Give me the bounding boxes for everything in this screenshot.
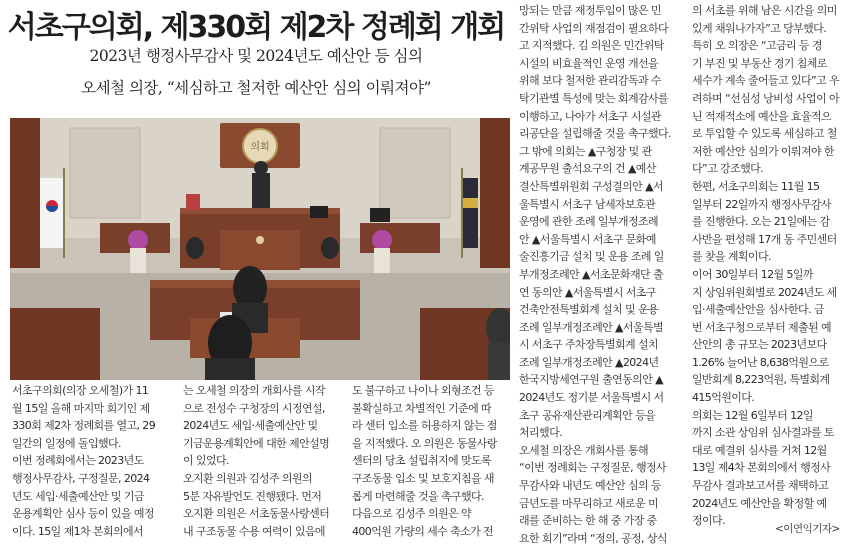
- text-line: 무감사와 내년도 예산안 심의 등: [519, 479, 661, 493]
- text-line: 래를 준비하는 한 해 중 가장 중: [519, 514, 657, 528]
- text-line: 대로 예결위 심사를 거쳐 12월: [692, 443, 827, 457]
- text-line: 330회 제2차 정례회를 열고, 29: [12, 419, 156, 433]
- text-line: 특히 오 의장은 “고금리 등 경: [692, 39, 822, 53]
- text-line: 의회는 12월 6일부터 12일: [692, 408, 813, 422]
- text-line: 이어 30일부터 12월 5일까: [692, 267, 813, 281]
- text-line: 있게 채워나가자”고 당부했다.: [692, 21, 827, 35]
- text-line: 로 투입할 수 있도록 세심하고 철: [692, 127, 837, 141]
- district-flag-icon: [462, 168, 478, 258]
- text-line: 월 15일 올해 마지막 회기인 제: [12, 401, 150, 415]
- text-line: 라 센터 입소를 허용하지 않는 점: [352, 419, 497, 433]
- text-line: 금년도를 마무리하고 새로운 미: [519, 496, 659, 510]
- article-column-3: [352, 382, 510, 540]
- text-line: 을 지적했다. 오 의원은 동물사랑: [352, 436, 497, 450]
- council-chamber-photo: [10, 118, 510, 380]
- text-line: 행정사무감사, 구정질문, 2024: [12, 471, 150, 485]
- text-line: 다”고 강조했다.: [692, 162, 764, 176]
- text-line: 400억원 가량의 세수 축소가 전: [352, 524, 494, 538]
- text-line: 망되는 만큼 재정투입이 많은 민: [519, 4, 661, 17]
- text-line: 센터의 당초 설립취지에 맞도록: [352, 454, 492, 468]
- text-line: 려하며 “선심성 낭비성 사업이 아: [692, 91, 840, 105]
- text-line: 년도 세입·세출예산안 및 기금: [12, 489, 144, 503]
- reporter-byline: <이연익기자>: [775, 523, 840, 535]
- text-line: 이번 정례회에서는 2023년도: [12, 454, 144, 468]
- text-line: 를 찾을 계획이다.: [692, 250, 771, 264]
- text-line: 도 불구하고 나이나 외형조건 등: [352, 384, 494, 397]
- text-line: 지 상임위원회별로 2024년도 세: [692, 285, 837, 299]
- text-line: 이행하고, 나아가 서초구 시설관: [519, 109, 661, 123]
- text-line: 처리했다.: [519, 426, 563, 440]
- text-line: 으로 전성수 구청장의 시정연설,: [183, 401, 325, 415]
- text-line: 시설의 비효율적인 운영 개선을: [519, 56, 659, 70]
- text-line: 한편, 서초구의회는 11월 15: [692, 179, 820, 193]
- article-column-4: [519, 2, 681, 547]
- text-line: 시 서초구 주차장특별회계 설치: [519, 338, 659, 352]
- text-line: 오지환 의원은 서초동물사랑센터: [183, 507, 330, 521]
- text-line: 다음으로 김성주 의원은 약: [352, 507, 471, 521]
- korean-flag-icon: [40, 168, 64, 258]
- text-line: 안 ▲서울특별시 서초구 문화예: [519, 232, 656, 246]
- text-line: “이번 정례회는 구정질문, 행정사: [519, 461, 667, 475]
- flower-pot-right-icon: [372, 230, 392, 274]
- article-headline: 서초구의회, 제330회 제2차 정례회 개회: [7, 10, 505, 45]
- text-line: 산안의 총 규모는 2023년보다: [692, 338, 827, 352]
- text-line: 결산특별위원회 구성결의안 ▲서: [519, 179, 663, 193]
- text-line: 술진흥기금 설치 및 운용 조례 일: [519, 250, 664, 264]
- text-line: 는 오세철 의장의 개회사를 시작: [183, 384, 325, 397]
- text-line: 조례 일부개정조례안 ▲서울특별: [519, 320, 663, 334]
- text-line: 일간의 일정에 돌입했다.: [12, 436, 121, 450]
- text-line: 닌 적재적소에 예산을 효율적으: [692, 109, 832, 123]
- text-line: 사반을 편성해 17개 동 주민센터: [692, 232, 837, 246]
- text-line: 요한 회기”라며 “정의, 공정, 상식: [519, 531, 667, 545]
- text-line: 세수가 계속 줄어들고 있다”고 우: [692, 74, 840, 88]
- text-line: 내 구조동물 수용 여력이 있음에: [183, 524, 325, 538]
- text-line: 저한 예산안 심의가 이뤄져야 한: [692, 144, 834, 158]
- article-subheadline: 2023년 행정사무감사 및 2024년도 예산안 등 심의: [89, 47, 423, 65]
- article-subheadline-quote: 오세철 의장, “세심하고 철저한 예산안 심의 이뤄져야”: [81, 79, 431, 97]
- text-line: 간위탁 사업의 재점검이 필요하다: [519, 21, 669, 35]
- text-line: 까지 소관 상임위 심사결과를 토: [692, 426, 834, 440]
- text-line: 계공무원 출석요구의 건 ▲예산: [519, 162, 656, 176]
- text-line: 일부터 22일까지 행정사무감사: [692, 197, 831, 211]
- text-line: 5분 자유발언도 진행됐다. 먼저: [183, 489, 322, 503]
- text-line: 1.26% 늘어난 8,638억원으로: [692, 355, 829, 369]
- text-line: 의 서초를 위해 남은 시간을 의미: [692, 4, 837, 17]
- text-line: 기 부진 및 부동산 경기 침체로: [692, 56, 827, 70]
- text-line: 롭게 마련해줄 것을 촉구했다.: [352, 489, 484, 503]
- text-line: 탁기관별 특성에 맞는 회계감사를: [519, 91, 669, 105]
- text-line: 연 동의안 ▲서울특별시 서초구: [519, 285, 656, 299]
- text-line: 번 서초구청으로부터 제출된 예: [692, 320, 832, 334]
- emblem-text: 의회: [250, 142, 270, 153]
- text-line: 울특별시 서초구 남세자보호관: [519, 197, 656, 211]
- text-line: 그 밖에 의회는 ▲구청장 및 관: [519, 144, 652, 158]
- text-line: 서초구의회(의장 오세철)가 11: [12, 384, 149, 397]
- text-line: 이 있었다.: [183, 454, 229, 468]
- text-line: 415억원이다.: [692, 391, 755, 405]
- text-line: 2024년도 세입·세출예산안 및: [183, 419, 318, 433]
- text-line: 불확실하고 차별적인 기준에 따: [352, 401, 492, 415]
- text-line: 13일 제4차 본회의에서 행정사: [692, 461, 831, 475]
- text-line: 건축안전특별회계 설치 및 운용: [519, 303, 659, 317]
- text-line: 이다. 15일 제1차 본회의에서: [12, 524, 144, 538]
- text-line: 2024년도 예산안을 확정할 예: [692, 496, 827, 510]
- text-line: 오세철 의장은 개회사를 통해: [519, 443, 649, 457]
- text-line: 일반회계 8,223억원, 특별회계: [692, 373, 830, 387]
- article-column-2: [183, 382, 345, 540]
- flower-pot-left-icon: [128, 230, 148, 274]
- text-line: 기금운용계획안에 대한 제안설명: [183, 436, 330, 450]
- article-column-5: [692, 2, 855, 530]
- text-line: 초구 공유재산관리계획안 등을: [519, 408, 656, 422]
- text-line: 위해 보다 철저한 관리감독과 수: [519, 74, 661, 88]
- text-line: 무감사 결과보고서를 채택하고: [692, 479, 829, 493]
- text-line: 운용계획안 심사 등이 있을 예정: [12, 507, 154, 521]
- text-line: 고 지적했다. 김 의원은 민간위탁: [519, 39, 664, 53]
- text-line: 2024년도 정기분 서울특별시 서: [519, 391, 664, 405]
- text-line: 운영에 관한 조례 일부개정조례: [519, 215, 659, 229]
- text-line: 부개정조례안 ▲서초문화재단 출: [519, 267, 663, 281]
- text-line: 한국지방세연구원 출연동의안 ▲: [519, 373, 663, 387]
- text-line: 조례 일부개정조례안 ▲2024년: [519, 355, 659, 369]
- text-line: 구조동물 입소 및 보호지침을 새: [352, 471, 494, 485]
- article-column-1: [12, 382, 174, 540]
- text-line: 오지환 의원과 김성주 의원의: [183, 471, 313, 485]
- text-line: 입·세출예산안을 심사한다. 금: [692, 303, 824, 317]
- text-line: 리공단을 설립해줄 것을 촉구했다.: [519, 127, 671, 141]
- text-line: 를 진행한다. 오는 21일에는 감: [692, 215, 830, 229]
- text-line: 정이다.: [692, 514, 725, 528]
